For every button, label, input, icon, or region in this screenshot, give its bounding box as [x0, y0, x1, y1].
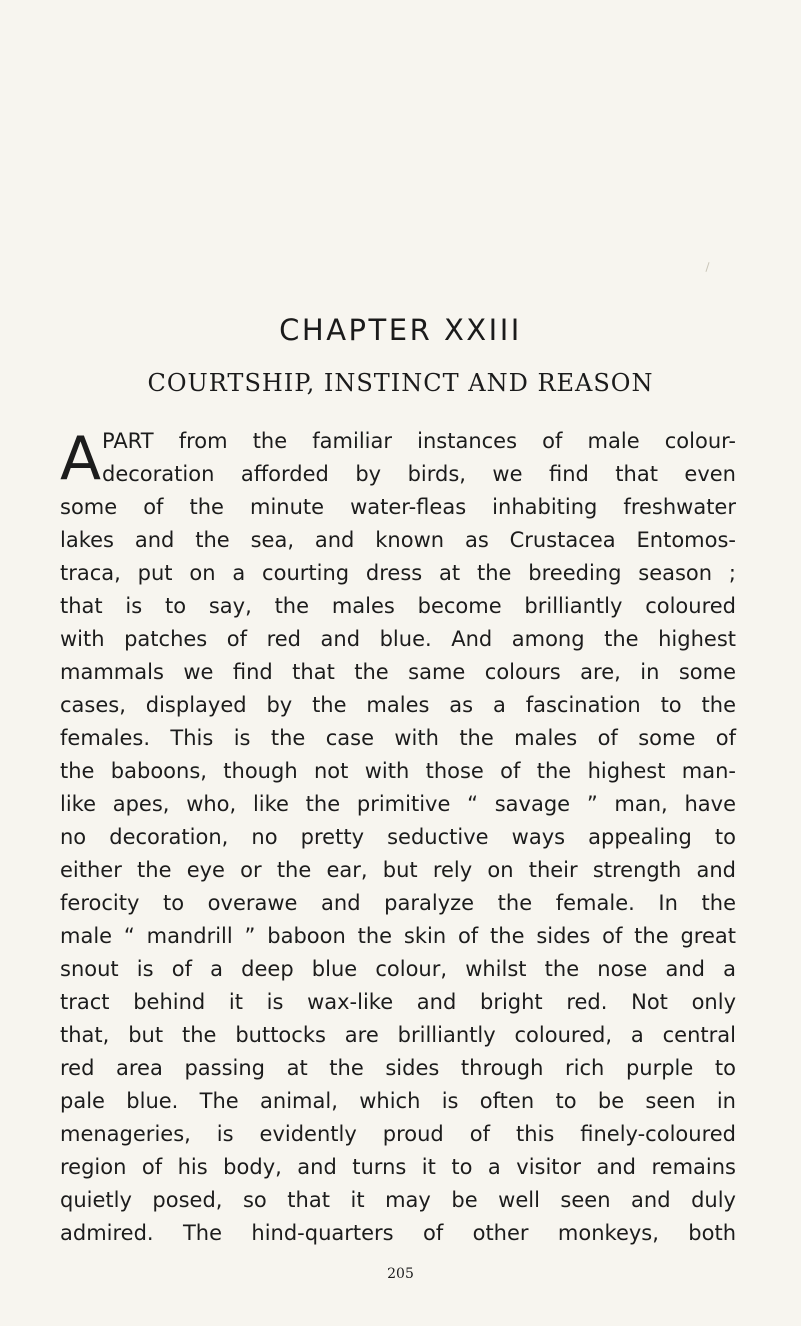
text-line: mammals we find that the same colours are, in some — [60, 660, 736, 684]
text-line: females. This is the case with the males of some of — [60, 726, 736, 750]
chapter-title: COURTSHIP, INSTINCT AND REASON — [147, 369, 654, 397]
text-line: with patches of red and blue. And among the highest — [60, 627, 736, 651]
text-line: PART from the familiar instances of male colour- — [102, 429, 736, 453]
text-line: cases, displayed by the males as a fascination to the — [60, 693, 736, 717]
chapter-number: CHAPTER XXIII — [279, 313, 522, 347]
page-number: 205 — [387, 1266, 414, 1282]
drop-cap: A — [60, 424, 102, 494]
text-line: the baboons, though not with those of the highest man- — [60, 759, 736, 783]
text-line: quietly posed, so that it may be well seen and duly — [60, 1188, 736, 1212]
text-line: red area passing at the sides through rich purple to — [60, 1056, 736, 1080]
paper-mark — [705, 262, 709, 272]
text-line: decoration afforded by birds, we find that even — [102, 462, 736, 486]
text-line: traca, put on a courting dress at the breeding season ; — [60, 561, 736, 585]
text-line: like apes, who, like the primitive “ savage ” man, have — [60, 792, 736, 816]
text-line: lakes and the sea, and known as Crustacea Entomos- — [60, 528, 736, 552]
text-line: admired. The hind-quarters of other monkeys, both — [60, 1221, 736, 1245]
text-line: snout is of a deep blue colour, whilst the nose and a — [60, 957, 736, 981]
text-line: that, but the buttocks are brilliantly coloured, a central — [60, 1023, 736, 1047]
text-line: ferocity to overawe and paralyze the female. In the — [60, 891, 736, 915]
text-line: male “ mandrill ” baboon the skin of the sides of the great — [60, 924, 736, 948]
text-line: some of the minute water-fleas inhabiting freshwater — [60, 495, 736, 519]
text-line: tract behind it is wax-like and bright red. Not only — [60, 990, 736, 1014]
text-line: either the eye or the ear, but rely on their strength and — [60, 858, 736, 882]
text-line: region of his body, and turns it to a visitor and remains — [60, 1155, 736, 1179]
text-line: no decoration, no pretty seductive ways appealing to — [60, 825, 736, 849]
text-line: that is to say, the males become brilliantly coloured — [60, 594, 736, 618]
text-line: pale blue. The animal, which is often to be seen in — [60, 1089, 736, 1113]
text-line: menageries, is evidently proud of this finely-coloured — [60, 1122, 736, 1146]
body-text — [60, 425, 736, 1250]
